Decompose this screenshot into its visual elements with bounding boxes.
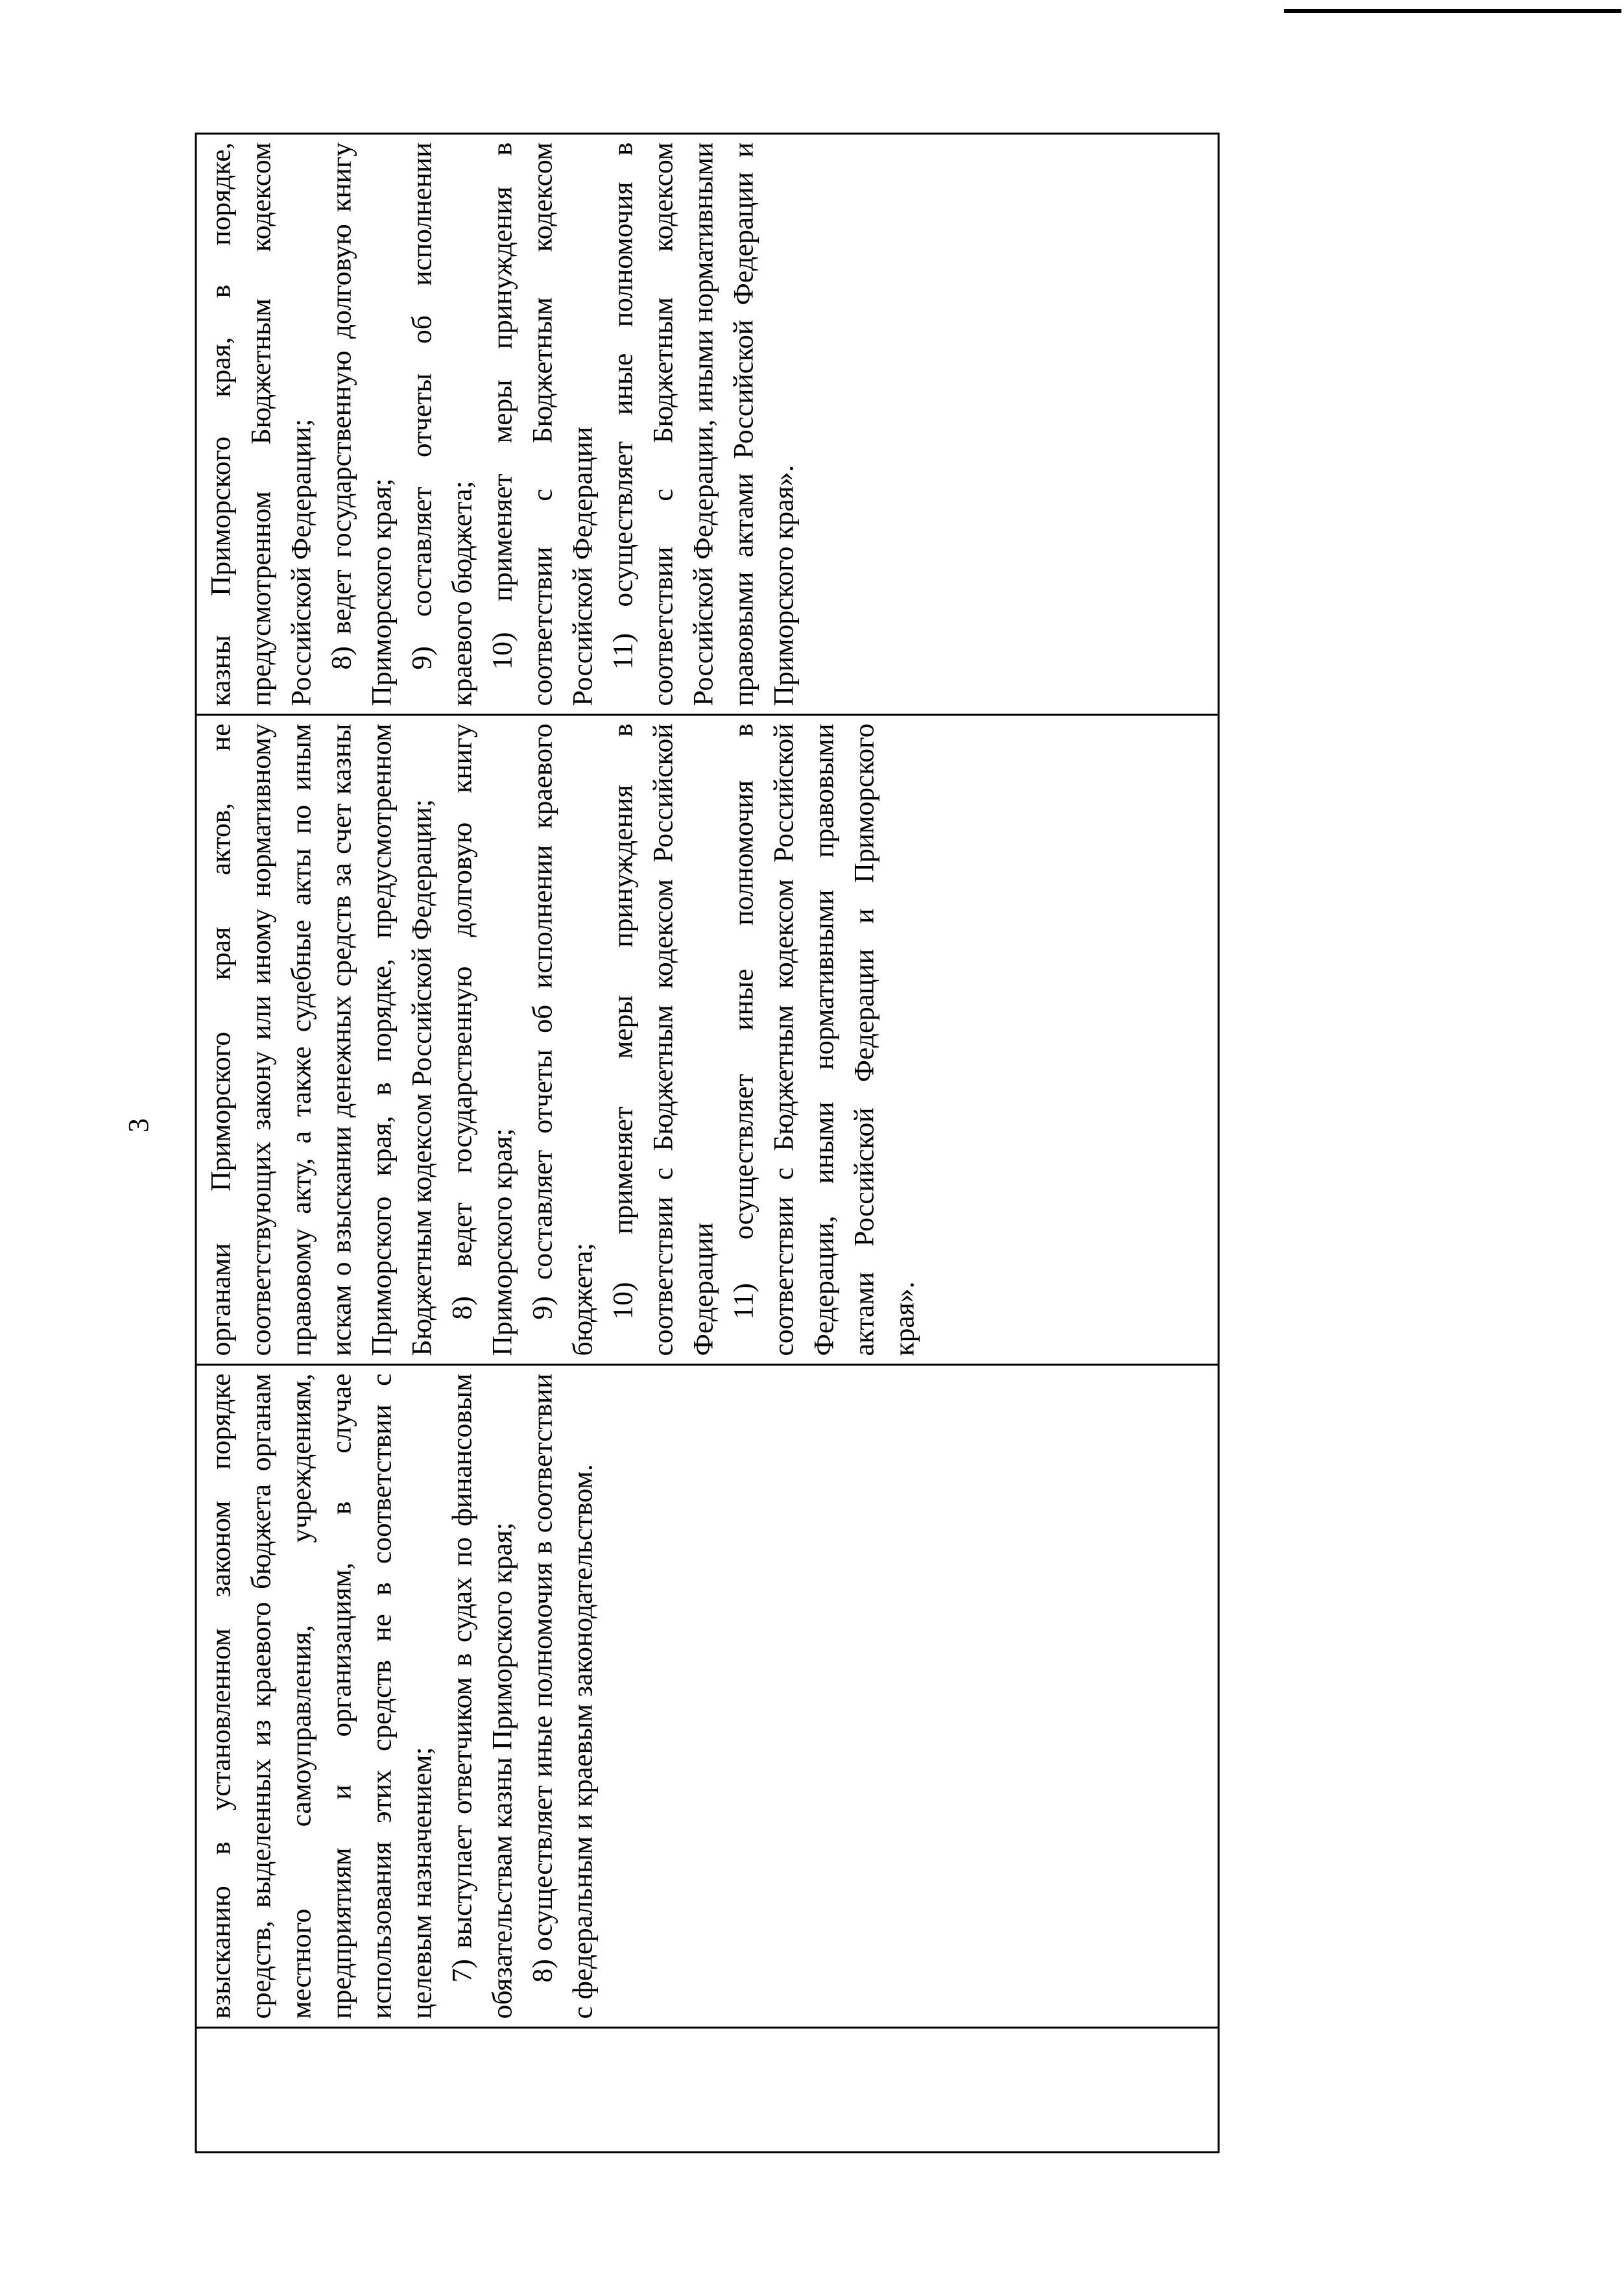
cell-paragraph: 9) составляет отчеты об исполнении краевого бюджета; (527, 723, 598, 1356)
cell-paragraph: 10) применяет меры принуждения в соответствии с Бюджетным кодексом Российской Федерации (486, 142, 598, 706)
rotated-table-container (195, 133, 1219, 2153)
cell-paragraph: казны Приморского края, в порядке, предусмотренном Бюджетным кодексом Российской Федерации; (205, 142, 316, 706)
table-cell-left (196, 1365, 1219, 2028)
cell-paragraph: 7) выступает ответчиком в судах по финансовым обязательствам казны Приморского края; (446, 1373, 518, 2019)
cell-paragraph: 9) составляет отчеты об исполнении краевого бюджета; (406, 142, 477, 706)
page-number: 3 (123, 1118, 154, 1133)
cell-paragraph: 8) осуществляет иные полномочия в соответствии с федеральным и краевым законодательством. (527, 1373, 598, 2019)
table-cell-empty (196, 2028, 1219, 2152)
cell-paragraph: 8) ведет государственную долговую книгу Приморского края; (326, 142, 397, 706)
cell-paragraph: 11) осуществляет иные полномочия в соответствии с Бюджетным кодексом Российской Федерации, иными нормативными правовыми актами Российской Федерации и Приморского края». (607, 142, 799, 706)
comparison-table (195, 133, 1219, 2153)
table-row (196, 134, 1219, 2152)
cell-paragraph: органами Приморского края актов, не соответствующих закону или иному нормативному правовому акту, а также судебные акты по иным искам о взыскании денежных средств за счет казны Приморского края, в порядке, предусмотренном Бюджетным кодексом Российской Федерации; (205, 723, 437, 1356)
scan-edge-mark (1284, 9, 1621, 13)
cell-paragraph: взысканию в установленном законом порядке средств, выделенных из краевого бюджета органам местного самоуправления, учреждениям, предприятиям и организациям, в случае использования этих средств не в соответствии с целевым назначением; (205, 1373, 437, 2019)
cell-paragraph: 10) применяет меры принуждения в соответствии с Бюджетным кодексом Российской Федерации (607, 723, 719, 1356)
cell-paragraph: 8) ведет государственную долговую книгу Приморского края; (446, 723, 518, 1356)
table-cell-right (196, 134, 1219, 715)
table-cell-middle (196, 715, 1219, 1365)
cell-paragraph: 11) осуществляет иные полномочия в соответствии с Бюджетным кодексом Российской Федерации, иными нормативными правовыми актами Российской Федерации и Приморского края». (728, 723, 920, 1356)
